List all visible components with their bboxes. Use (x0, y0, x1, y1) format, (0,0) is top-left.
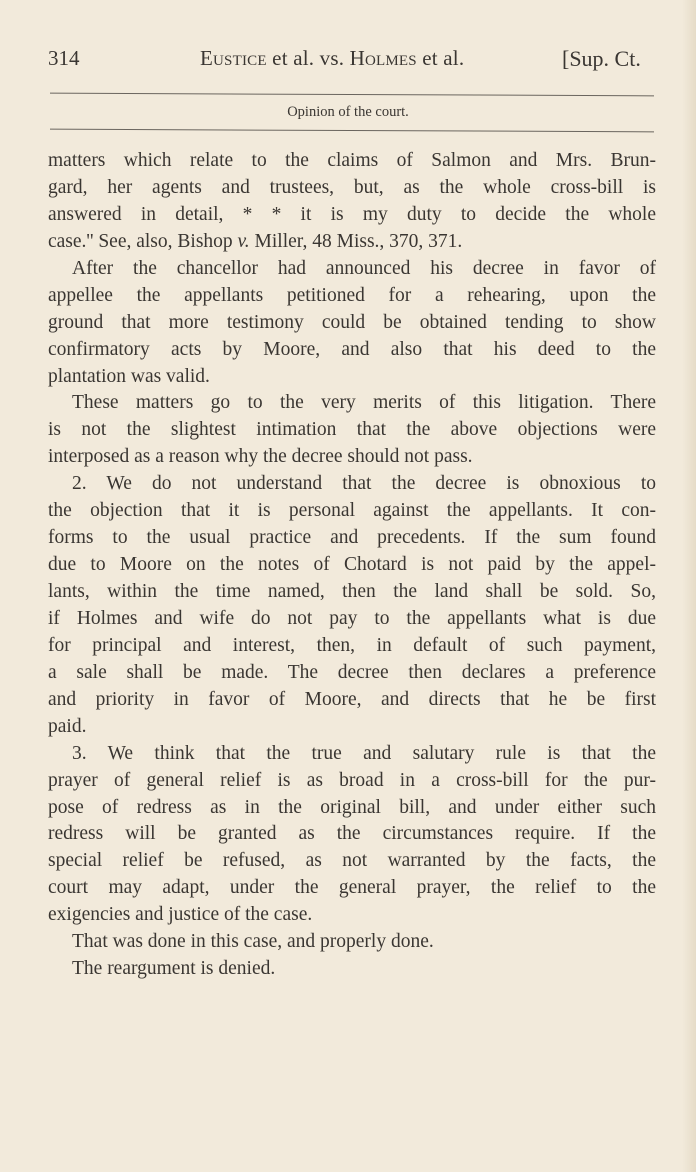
text-line: the objection that it is personal against the appellants. It con- (48, 500, 656, 522)
text-line: plantation was valid. (48, 365, 210, 387)
text-line: exigencies and justice of the case. (48, 904, 313, 926)
text-line: if Holmes and wife do not pay to the appellants what is due (48, 607, 656, 629)
title-end: et al. (416, 46, 465, 70)
citation-text: Miller, 48 Miss., 370, 371. (249, 230, 463, 252)
party-holmes: Holmes (349, 46, 417, 70)
text-line: lants, within the time named, then the land shall be sold. So, (48, 581, 656, 602)
text-line: After the chancellor had announced his decree in favor of (72, 257, 656, 279)
text-line: ground that more testimony could be obtained tending to show (48, 311, 656, 333)
text-line: answered in detail, * * it is my duty to decide the whole (48, 203, 656, 225)
text-line: interposed as a reason why the decree should not pass. (48, 446, 473, 468)
text-line: gard, her agents and trustees, but, as the whole cross-bill is (48, 176, 656, 198)
text-line: due to Moore on the notes of Chotard is not paid by the appel- (48, 554, 656, 576)
text-line: matters which relate to the claims of Salmon and Mrs. Brun- (48, 150, 656, 171)
page-edge-shadow (682, 0, 696, 1172)
header-rule (50, 93, 654, 97)
text-line: for principal and interest, then, in default of such payment, (48, 634, 656, 656)
text-line: prayer of general relief is as broad in a cross-bill for the pur- (48, 769, 656, 791)
text-line: These matters go to the very merits of this litigation. There (72, 392, 656, 414)
text-line: court may adapt, under the general prayer, the relief to the (48, 877, 656, 899)
court-label: [Sup. Ct. (562, 46, 641, 71)
text-line: paid. (48, 715, 87, 737)
text-line: redress will be granted as the circumstances require. If the (48, 823, 656, 845)
subheader-rule (50, 129, 654, 133)
text-line: That was done in this case, and properly done. (72, 931, 434, 953)
text-line: appellee the appellants petitioned for a rehearing, upon the (48, 284, 656, 306)
text-line: pose of redress as in the original bill, and under either such (48, 796, 656, 818)
running-title (200, 46, 464, 71)
section-heading: Opinion of the court. (287, 104, 409, 120)
party-eustice: Eustice (200, 46, 267, 70)
opinion-text (48, 148, 656, 983)
text-line: 3. We think that the true and salutary rule is that the (72, 742, 656, 764)
title-mid: et al. vs. (266, 46, 350, 70)
text-line: confirmatory acts by Moore, and also that his deed to the (48, 338, 656, 360)
text-line: forms to the usual practice and precedents. If the sum found (48, 527, 656, 549)
text-line: special relief be refused, as not warranted by the facts, the (48, 850, 656, 872)
text-line (48, 229, 656, 256)
text-line: The reargument is denied. (72, 958, 276, 980)
text-line: a sale shall be made. The decree then declares a preference (48, 661, 656, 683)
citation-versus: v. (237, 230, 250, 252)
text-line: 2. We do not understand that the decree is obnoxious to (72, 473, 656, 495)
citation-text: case.'' See, also, Bishop (48, 230, 238, 252)
text-line: and priority in favor of Moore, and directs that he be first (48, 688, 656, 710)
text-line: is not the slightest intimation that the above objections were (48, 419, 656, 441)
page-number: 314 (48, 46, 80, 70)
